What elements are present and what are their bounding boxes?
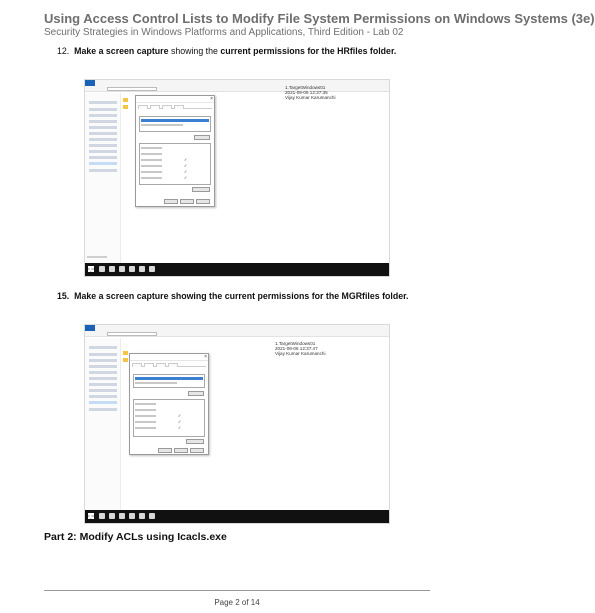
address-bar xyxy=(107,87,157,91)
tab[interactable] xyxy=(156,363,166,367)
nav-row xyxy=(89,144,117,147)
list-item xyxy=(141,147,162,149)
step-lead: Make a screen capture xyxy=(74,46,169,56)
explorer-icon[interactable] xyxy=(119,266,125,272)
nav-row-selected xyxy=(89,401,117,404)
nav-row xyxy=(89,138,117,141)
close-icon[interactable]: × xyxy=(210,96,213,102)
app-icon[interactable] xyxy=(129,513,135,519)
part-heading: Part 2: Modify ACLs using Icacls.exe xyxy=(44,531,227,543)
list-item xyxy=(135,403,156,405)
nav-row xyxy=(89,383,117,386)
checkmark-icon: ✓ xyxy=(184,169,188,174)
dialog-titlebar xyxy=(130,354,208,361)
nav-row xyxy=(89,120,117,123)
step-mid: showing the xyxy=(168,46,221,56)
task-view-icon[interactable] xyxy=(109,513,115,519)
advanced-button[interactable] xyxy=(186,439,204,444)
tab[interactable] xyxy=(168,363,178,367)
nav-row xyxy=(89,169,117,172)
nav-row xyxy=(89,371,117,374)
list-item xyxy=(141,171,162,173)
step-text: Make a screen capture showing the current permissions for the MGRfiles folder. xyxy=(74,291,409,301)
nav-row xyxy=(89,365,117,368)
nav-row xyxy=(89,377,117,380)
tab-security[interactable] xyxy=(144,363,154,367)
nav-row xyxy=(89,359,117,362)
step-emphasis: current permissions for the HRfiles folder. xyxy=(220,46,397,56)
checkmark-icon: ✓ xyxy=(178,413,182,418)
group-users-list[interactable] xyxy=(133,374,205,388)
permissions-dialog xyxy=(129,353,209,455)
nav-row xyxy=(89,389,117,392)
app-icon[interactable] xyxy=(149,266,155,272)
list-item xyxy=(135,415,156,417)
capture-overlay-text: 1.TargetWindows01 2021-09-06 12:37:35 Vijay Kumar Karumanchi xyxy=(285,85,336,101)
navigation-pane xyxy=(85,93,121,265)
nav-row xyxy=(89,126,117,129)
app-icon[interactable] xyxy=(139,513,145,519)
edit-button[interactable] xyxy=(188,391,204,396)
navigation-pane xyxy=(85,338,121,510)
ok-button[interactable] xyxy=(158,448,172,453)
edit-button[interactable] xyxy=(194,135,210,140)
nav-row-selected xyxy=(89,162,117,165)
explorer-ribbon xyxy=(85,80,389,92)
permissions-dialog xyxy=(135,95,215,207)
tab[interactable] xyxy=(138,105,148,109)
advanced-button[interactable] xyxy=(192,187,210,192)
folder-icon xyxy=(123,98,128,102)
list-item xyxy=(135,421,156,423)
list-item xyxy=(135,409,156,411)
checkmark-icon: ✓ xyxy=(184,175,188,180)
search-icon[interactable] xyxy=(99,513,105,519)
checkmark-icon: ✓ xyxy=(184,163,188,168)
nav-row xyxy=(89,395,117,398)
list-item[interactable] xyxy=(141,124,183,126)
task-view-icon[interactable] xyxy=(109,266,115,272)
nav-row xyxy=(89,353,117,356)
nav-row xyxy=(89,150,117,153)
apply-button[interactable] xyxy=(196,199,210,204)
nav-row xyxy=(89,346,117,349)
permissions-list xyxy=(133,399,205,437)
ok-button[interactable] xyxy=(164,199,178,204)
search-icon[interactable] xyxy=(99,266,105,272)
screenshot-hrfiles xyxy=(84,79,390,277)
list-item xyxy=(141,177,162,179)
address-bar xyxy=(107,332,157,336)
nav-row xyxy=(89,108,117,111)
list-item-selected[interactable] xyxy=(135,377,203,380)
explorer-icon[interactable] xyxy=(119,513,125,519)
app-icon[interactable] xyxy=(149,513,155,519)
nav-row xyxy=(89,156,117,159)
list-item[interactable] xyxy=(135,382,177,384)
folder-icon xyxy=(123,351,128,355)
tab[interactable] xyxy=(132,363,142,367)
checkmark-icon: ✓ xyxy=(178,419,182,424)
nav-row xyxy=(89,101,117,104)
checkmark-icon: ✓ xyxy=(178,425,182,430)
tab[interactable] xyxy=(162,105,172,109)
dialog-titlebar xyxy=(136,96,214,103)
cancel-button[interactable] xyxy=(174,448,188,453)
capture-overlay-text: 1.TargetWindows01 2021-09-06 12:37:47 Vijay Kumar Karumanchi xyxy=(275,341,326,357)
footer-rule xyxy=(44,590,430,591)
nav-row xyxy=(89,132,117,135)
dialog-tabs xyxy=(132,363,206,367)
tab[interactable] xyxy=(174,105,184,109)
windows-start-icon[interactable] xyxy=(88,513,94,519)
file-tab xyxy=(85,325,95,331)
group-users-list[interactable] xyxy=(139,116,211,132)
page-number: Page 2 of 14 xyxy=(214,598,260,607)
close-icon[interactable]: × xyxy=(204,354,207,360)
list-item xyxy=(141,165,162,167)
dialog-tabs xyxy=(138,105,212,109)
app-icon[interactable] xyxy=(139,266,145,272)
step-number: 15. xyxy=(57,291,70,301)
windows-start-icon[interactable] xyxy=(88,266,94,272)
windows-taskbar xyxy=(85,263,389,276)
list-item xyxy=(141,153,162,155)
windows-taskbar xyxy=(85,510,389,523)
explorer-ribbon xyxy=(85,325,389,337)
list-item-selected[interactable] xyxy=(141,119,209,122)
screenshot-mgrfiles xyxy=(84,324,390,524)
explorer-status-bar xyxy=(87,256,107,258)
cancel-button[interactable] xyxy=(180,199,194,204)
list-item xyxy=(141,159,162,161)
checkmark-icon: ✓ xyxy=(184,157,188,162)
tab-security[interactable] xyxy=(150,105,160,109)
file-tab xyxy=(85,80,95,86)
apply-button[interactable] xyxy=(190,448,204,453)
list-item xyxy=(135,427,156,429)
document-title: Using Access Control Lists to Modify File System Permissions on Windows Systems (3e) xyxy=(44,11,595,26)
nav-row xyxy=(89,114,117,117)
nav-row xyxy=(89,408,117,411)
step-12 xyxy=(57,46,396,56)
folder-icon xyxy=(123,105,128,109)
permissions-list xyxy=(139,143,211,185)
folder-icon xyxy=(123,358,128,362)
app-icon[interactable] xyxy=(129,266,135,272)
step-15 xyxy=(57,291,409,301)
step-number: 12. xyxy=(57,46,70,56)
document-subtitle: Security Strategies in Windows Platforms and Applications, Third Edition - Lab 02 xyxy=(44,27,404,38)
